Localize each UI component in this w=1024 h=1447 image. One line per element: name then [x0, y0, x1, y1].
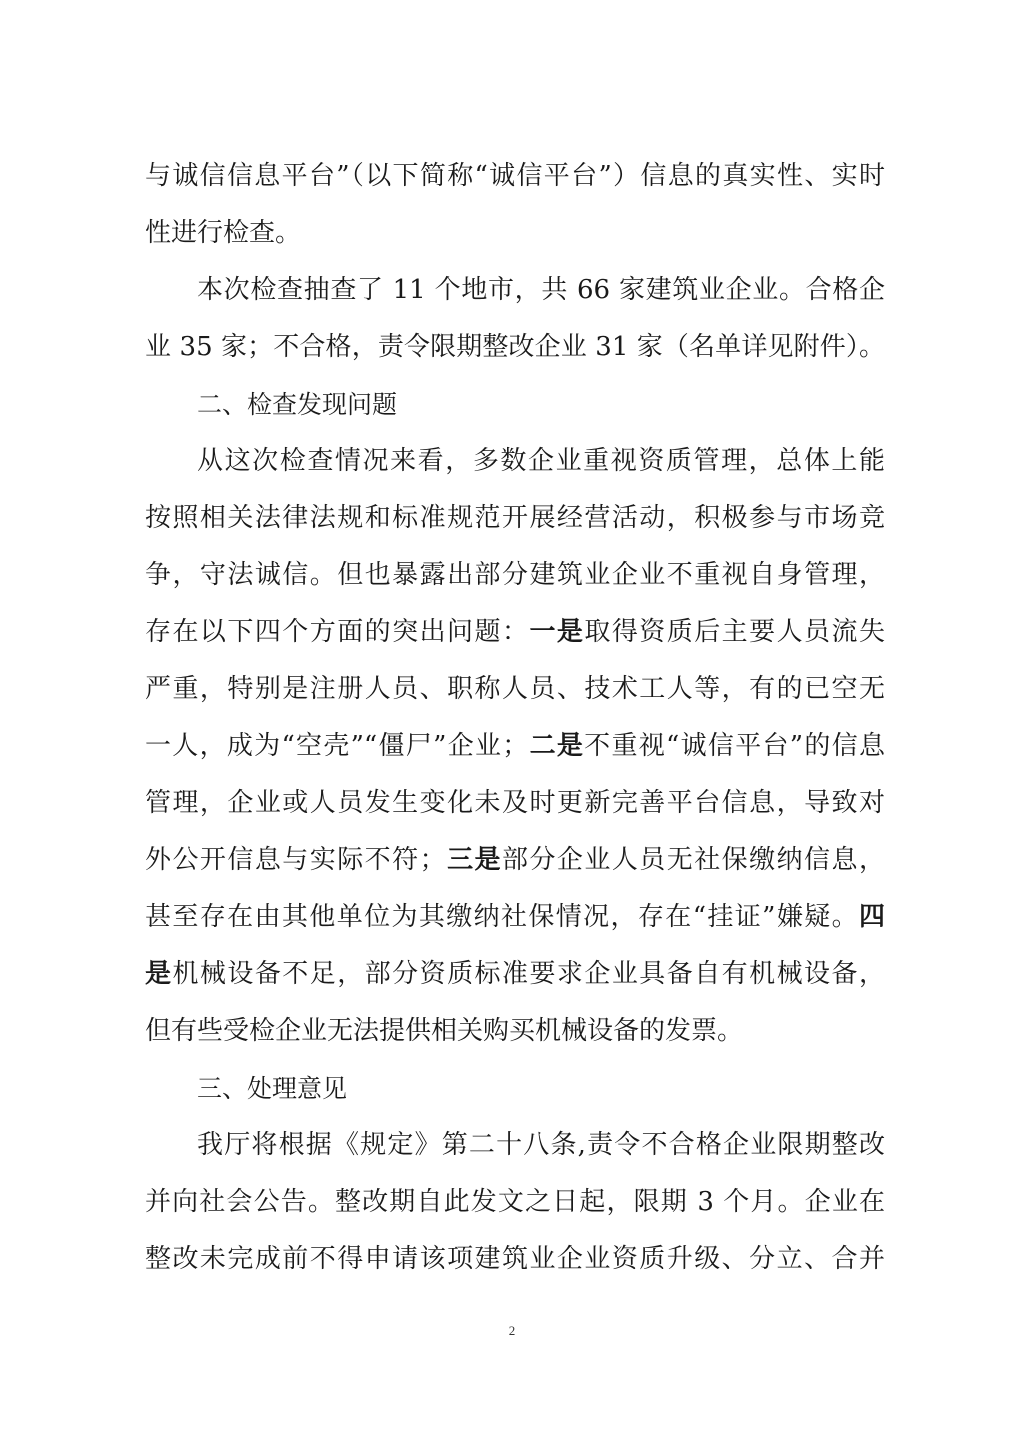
- page-number: 2: [508, 1323, 516, 1338]
- paragraph-line: 业 35 家；不合格，责令限期整改企业 31 家（名单详见附件）。: [145, 332, 885, 362]
- section-heading: 三、处理意见: [197, 1074, 348, 1103]
- paragraph-line: 争，守法诚信。但也暴露出部分建筑业企业不重视自身管理，: [145, 560, 885, 590]
- paragraph-line: 管理，企业或人员发生变化未及时更新完善平台信息，导致对: [145, 788, 885, 818]
- paragraph-line: 按照相关法律法规和标准规范开展经营活动，积极参与市场竞: [145, 503, 885, 533]
- paragraph-line: 我厅将根据《规定》第二十八条,责令不合格企业限期整改: [197, 1130, 885, 1160]
- paragraph-line: 性进行检查。: [145, 218, 302, 248]
- paragraph-line: 存在以下四个方面的突出问题：一是取得资质后主要人员流失: [145, 617, 885, 647]
- body-text: [145, 148, 885, 1288]
- bold-marker: 四: [858, 902, 885, 932]
- paragraph-line: 并向社会公告。整改期自此发文之日起，限期 3 个月。企业在: [145, 1187, 885, 1217]
- paragraph-line: 外公开信息与实际不符；三是部分企业人员无社保缴纳信息，: [145, 845, 885, 875]
- paragraph-line: 甚至存在由其他单位为其缴纳社保情况，存在“挂证”嫌疑。四: [145, 902, 885, 932]
- bold-marker: 是: [145, 959, 173, 989]
- section-heading: 二、检查发现问题: [197, 390, 398, 419]
- paragraph-line: 整改未完成前不得申请该项建筑业企业资质升级、分立、合并: [145, 1244, 885, 1274]
- bold-marker: 一是: [529, 617, 585, 647]
- paragraph-line: 与诚信信息平台”（以下简称“诚信平台”）信息的真实性、实时: [145, 161, 885, 191]
- paragraph-line: 一人，成为“空壳”“僵尸”企业；二是不重视“诚信平台”的信息: [145, 731, 885, 761]
- bold-marker: 二是: [528, 731, 585, 761]
- paragraph-line: 本次检查抽查了 11 个地市，共 66 家建筑业企业。合格企: [197, 275, 885, 305]
- paragraph-line: 但有些受检企业无法提供相关购买机械设备的发票。: [145, 1016, 744, 1046]
- bold-marker: 三是: [445, 845, 502, 875]
- paragraph-line: 从这次检查情况来看，多数企业重视资质管理，总体上能: [197, 446, 885, 476]
- paragraph-line: 严重，特别是注册人员、职称人员、技术工人等，有的已空无: [145, 674, 885, 704]
- paragraph-line: 是机械设备不足，部分资质标准要求企业具备自有机械设备，: [145, 959, 885, 989]
